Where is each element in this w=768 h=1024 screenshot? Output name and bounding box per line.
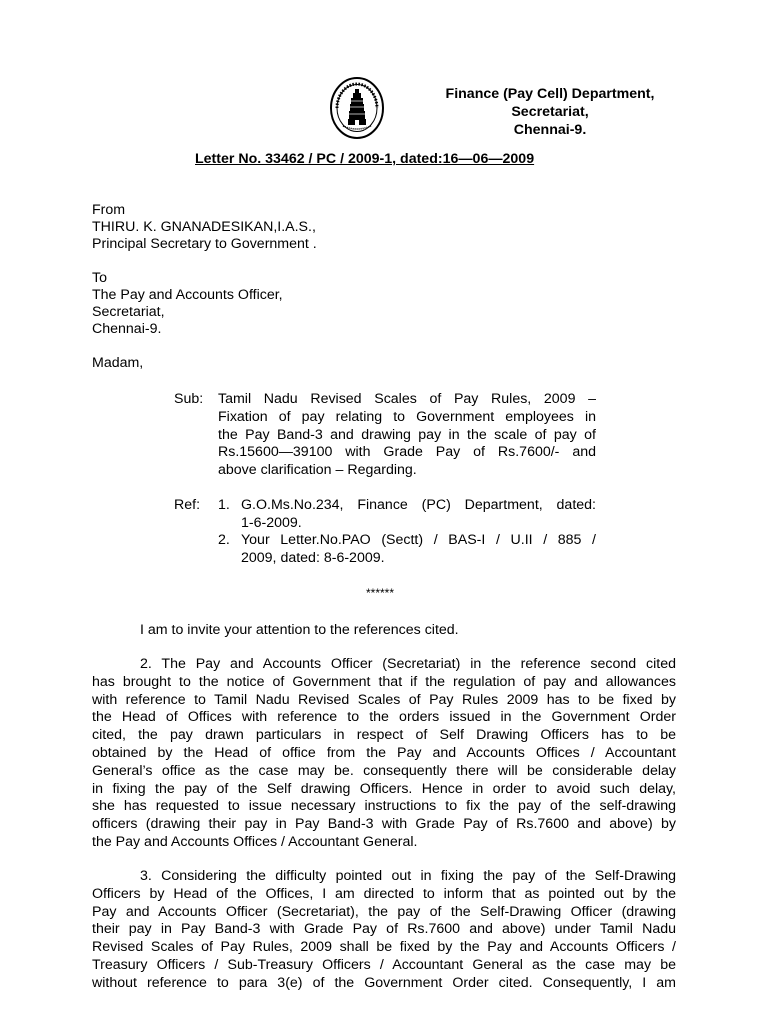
paragraph-line: with reference to Tamil Nadu Revised Scales of Pay Rules 2009 has to be fixed by	[92, 691, 676, 708]
subject-line: above clarification – Regarding.	[218, 462, 417, 479]
paragraph-line: the Pay and Accounts Offices / Accountant General.	[92, 833, 418, 850]
subject-line: Fixation of pay relating to Government employees in	[218, 408, 596, 425]
sender-name: THIRU. K. GNANADESIKAN,I.A.S.,	[92, 219, 316, 235]
paragraph-line: has brought to the notice of Government that if the regulation of pay and allowances	[92, 673, 676, 690]
reference-line: G.O.Ms.No.234, Finance (PC) Department, dated:	[241, 497, 596, 513]
government-seal-icon	[329, 76, 385, 140]
letter-number: Letter No. 33462 / PC / 2009-1, dated:16—06—2009	[195, 151, 535, 167]
paragraph-line: 3. Considering the difficulty pointed out in fixing the pay of the Self-Drawing	[140, 868, 676, 884]
paragraph-line: General’s office as the case may be. consequently there will be considerable delay	[92, 762, 676, 779]
reference-number: 2.	[218, 532, 230, 548]
paragraph-1: I am to invite your attention to the references cited.	[140, 622, 459, 638]
subject-label: Sub:	[174, 391, 204, 407]
paragraph-line: the Head of Offices with reference to the orders issued in the Government Order	[92, 709, 676, 726]
salutation: Madam,	[92, 355, 144, 371]
paragraph-line: she has requested to issue necessary instructions to fix the pay of the self-drawing	[92, 798, 676, 815]
department-city: Chennai-9.	[513, 122, 587, 138]
sender-designation: Principal Secretary to Government .	[92, 236, 317, 252]
department-name: Finance (Pay Cell) Department,	[445, 86, 655, 102]
paragraph-line: 2. The Pay and Accounts Officer (Secretariat) in the reference second cited	[140, 656, 676, 672]
recipient-line-1: The Pay and Accounts Officer,	[92, 287, 283, 303]
reference-item	[241, 532, 596, 568]
paragraph-line: in fixing the pay of the Self drawing Officers. Hence in order to avoid such delay,	[92, 780, 676, 797]
paragraph-2	[92, 656, 676, 852]
department-office: Secretariat,	[511, 104, 589, 120]
subject-line: Tamil Nadu Revised Scales of Pay Rules, 2009 –	[218, 391, 596, 407]
separator: ******	[366, 586, 395, 600]
paragraph-line: without reference to para 3(e) of the Government Order cited. Consequently, I am	[92, 974, 676, 991]
paragraph-3	[92, 868, 676, 993]
subject-text	[218, 391, 596, 480]
recipient-line-2: Secretariat,	[92, 304, 165, 320]
reference-line: 1-6-2009.	[241, 514, 302, 531]
paragraph-line: officers (drawing their pay in Pay Band-3 with Grade Pay of Rs.7600 and above) by	[92, 816, 676, 833]
subject-line: Rs.15600—39100 with Grade Pay of Rs.7600/- and	[218, 444, 596, 461]
subject-line: the Pay Band-3 and drawing pay in the scale of pay of	[218, 426, 596, 443]
paragraph-line: Treasury Officers / Sub-Treasury Officers / Accountant General as the case may be	[92, 956, 676, 973]
reference-number: 1.	[218, 497, 230, 513]
paragraph-line: obtained by the Head of office from the Pay and Accounts Offices / Accountant	[92, 744, 676, 761]
paragraph-line: Revised Scales of Pay Rules, 2009 shall be fixed by the Pay and Accounts Officers /	[92, 939, 676, 956]
paragraph-line: their pay in Pay Band-3 with Grade Pay of Rs.7600 and above) under Tamil Nadu	[92, 921, 676, 938]
recipient-line-3: Chennai-9.	[92, 321, 162, 337]
to-label: To	[92, 270, 107, 286]
paragraph-line: Officers by Head of the Offices, I am directed to inform that as pointed out by the	[92, 885, 676, 902]
reference-line: 2009, dated: 8-6-2009.	[241, 549, 385, 566]
from-label: From	[92, 202, 126, 218]
paragraph-line: cited, the pay drawn particulars in respect of Self Drawing Officers has to be	[92, 727, 676, 744]
reference-line: Your Letter.No.PAO (Sectt) / BAS-I / U.II / 885 /	[241, 532, 596, 548]
paragraph-line: Pay and Accounts Officer (Secretariat), the pay of the Self-Drawing Officer (drawing	[92, 903, 676, 920]
reference-item	[241, 497, 596, 533]
reference-label: Ref:	[174, 497, 201, 513]
